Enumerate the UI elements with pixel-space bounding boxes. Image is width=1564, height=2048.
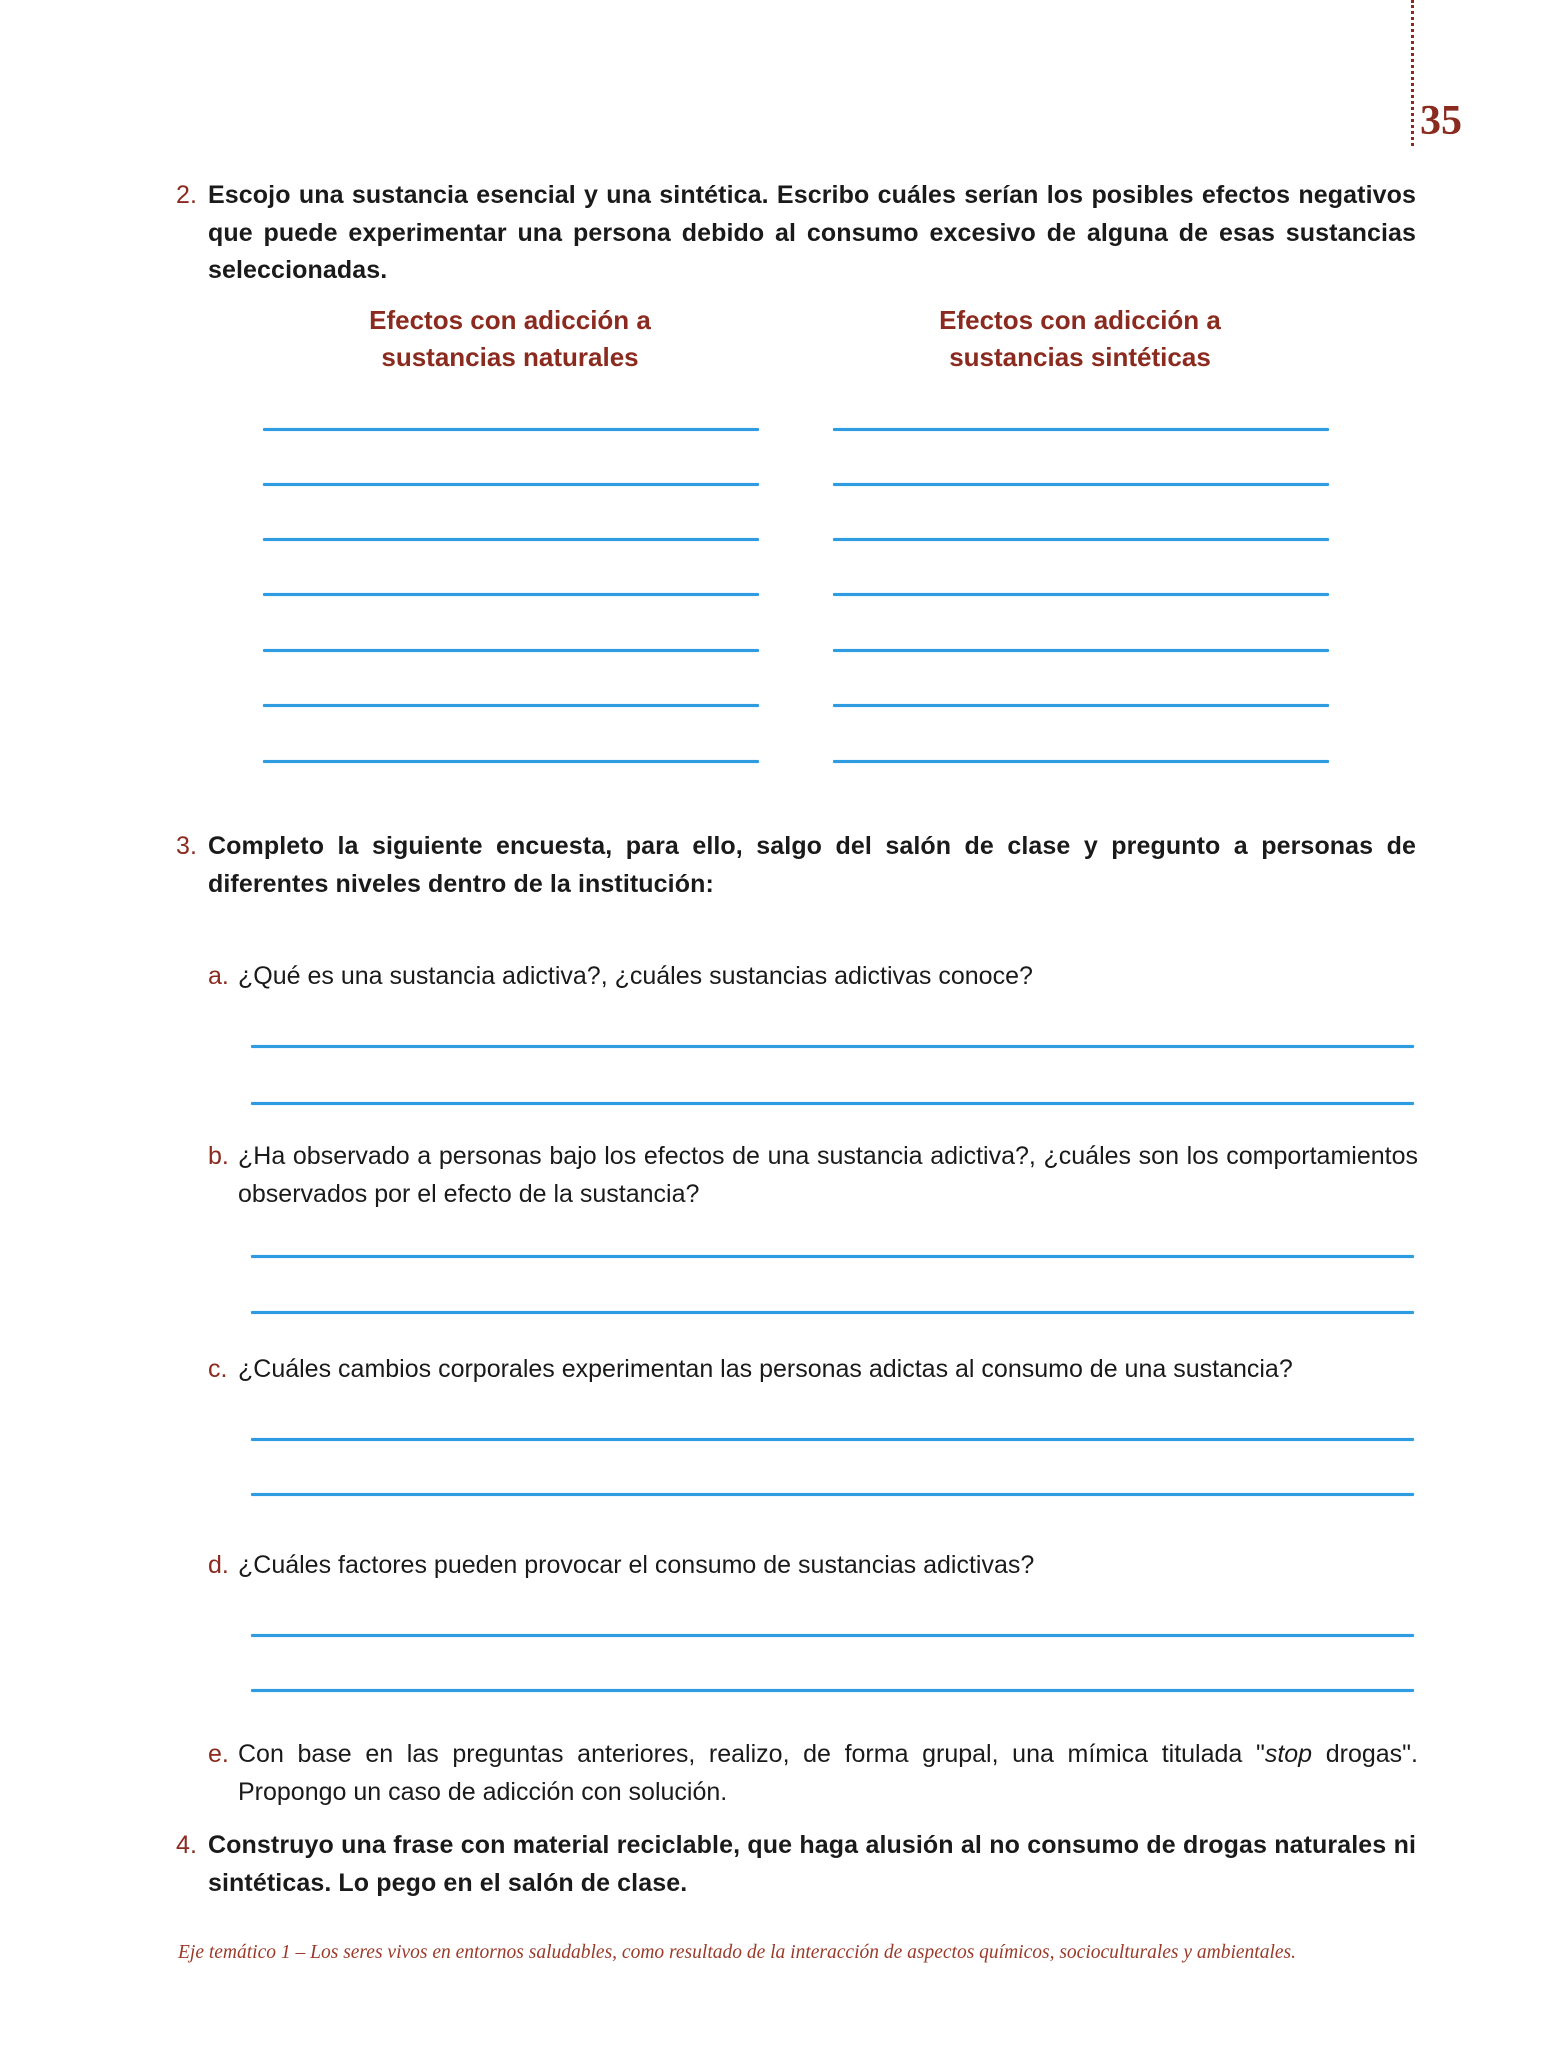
answer-line-a[interactable]: [251, 1102, 1414, 1105]
answer-line-natural[interactable]: [263, 593, 759, 596]
question-letter: d.: [208, 1551, 229, 1579]
survey-question-b: [208, 1138, 1418, 1213]
activity-4: [176, 1827, 1416, 1902]
column-header-line: Efectos con adicción a: [939, 305, 1221, 335]
answer-line-natural[interactable]: [263, 538, 759, 541]
question-text-part: drogas". Propongo un caso de adicción con solución.: [238, 1740, 1418, 1806]
answer-line-synthetic[interactable]: [833, 538, 1329, 541]
survey-question-e: [208, 1736, 1418, 1811]
column-header-line: sustancias sintéticas: [949, 342, 1211, 372]
survey-question-c: [208, 1351, 1418, 1389]
question-text: ¿Ha observado a personas bajo los efectos de una sustancia adictiva?, ¿cuáles son los comportamientos observados por el efecto de la sustancia?: [238, 1142, 1418, 1208]
activity-3: [176, 828, 1416, 903]
answer-line-natural[interactable]: [263, 760, 759, 763]
question-text: [208, 1736, 1418, 1811]
column-header-natural: [260, 302, 760, 376]
answer-line-natural[interactable]: [263, 704, 759, 707]
answer-line-synthetic[interactable]: [833, 704, 1329, 707]
answer-line-synthetic[interactable]: [833, 593, 1329, 596]
question-text: ¿Qué es una sustancia adictiva?, ¿cuáles sustancias adictivas conoce?: [238, 962, 1033, 990]
column-header-line: sustancias naturales: [381, 342, 639, 372]
activity-text: Construyo una frase con material reciclable, que haga alusión al no consumo de drogas naturales ni sintéticas. Lo pego en el salón de clase.: [208, 1831, 1416, 1897]
question-letter: a.: [208, 962, 229, 990]
survey-question-a: [208, 958, 1418, 996]
question-text-italic: stop: [1264, 1740, 1313, 1768]
answer-line-a[interactable]: [251, 1045, 1414, 1048]
answer-line-d[interactable]: [251, 1689, 1414, 1692]
answer-line-c[interactable]: [251, 1438, 1414, 1441]
answer-line-synthetic[interactable]: [833, 760, 1329, 763]
answer-line-d[interactable]: [251, 1634, 1414, 1637]
activity-2: [176, 177, 1416, 290]
answer-line-c[interactable]: [251, 1493, 1414, 1496]
page-margin-dotted-rule: [1411, 0, 1414, 146]
answer-line-b[interactable]: [251, 1255, 1414, 1258]
question-text: ¿Cuáles cambios corporales experimentan las personas adictas al consumo de una sustancia?: [238, 1355, 1293, 1383]
question-letter: c.: [208, 1355, 228, 1383]
activity-number: 4.: [176, 1831, 198, 1859]
column-header-line: Efectos con adicción a: [369, 305, 651, 335]
activity-number: 2.: [176, 181, 198, 209]
question-text-part: Con base en las preguntas anteriores, realizo, de forma grupal, una mímica titulada ": [238, 1740, 1265, 1768]
answer-line-synthetic[interactable]: [833, 483, 1329, 486]
page-number: 35: [1420, 98, 1462, 144]
answer-line-b[interactable]: [251, 1311, 1414, 1314]
activity-text: Completo la siguiente encuesta, para ello, salgo del salón de clase y pregunto a personas de diferentes niveles dentro de la institución:: [208, 832, 1416, 898]
question-letter: b.: [208, 1142, 229, 1170]
answer-line-synthetic[interactable]: [833, 649, 1329, 652]
survey-question-d: [208, 1547, 1418, 1585]
activity-text: Escojo una sustancia esencial y una sintética. Escribo cuáles serían los posibles efectos negativos que puede experimentar una persona debido al consumo excesivo de alguna de esas sustancias seleccionadas.: [208, 181, 1416, 284]
activity-number: 3.: [176, 832, 198, 860]
question-letter: e.: [208, 1740, 229, 1768]
answer-line-synthetic[interactable]: [833, 428, 1329, 431]
question-text: ¿Cuáles factores pueden provocar el consumo de sustancias adictivas?: [238, 1551, 1035, 1579]
column-header-synthetic: [830, 302, 1330, 376]
answer-line-natural[interactable]: [263, 649, 759, 652]
answer-line-natural[interactable]: [263, 483, 759, 486]
answer-line-natural[interactable]: [263, 428, 759, 431]
footer-thematic-axis: Eje temático 1 – Los seres vivos en entornos saludables, como resultado de la interacción de aspectos químicos, socioculturales y ambientales.: [178, 1942, 1297, 1963]
